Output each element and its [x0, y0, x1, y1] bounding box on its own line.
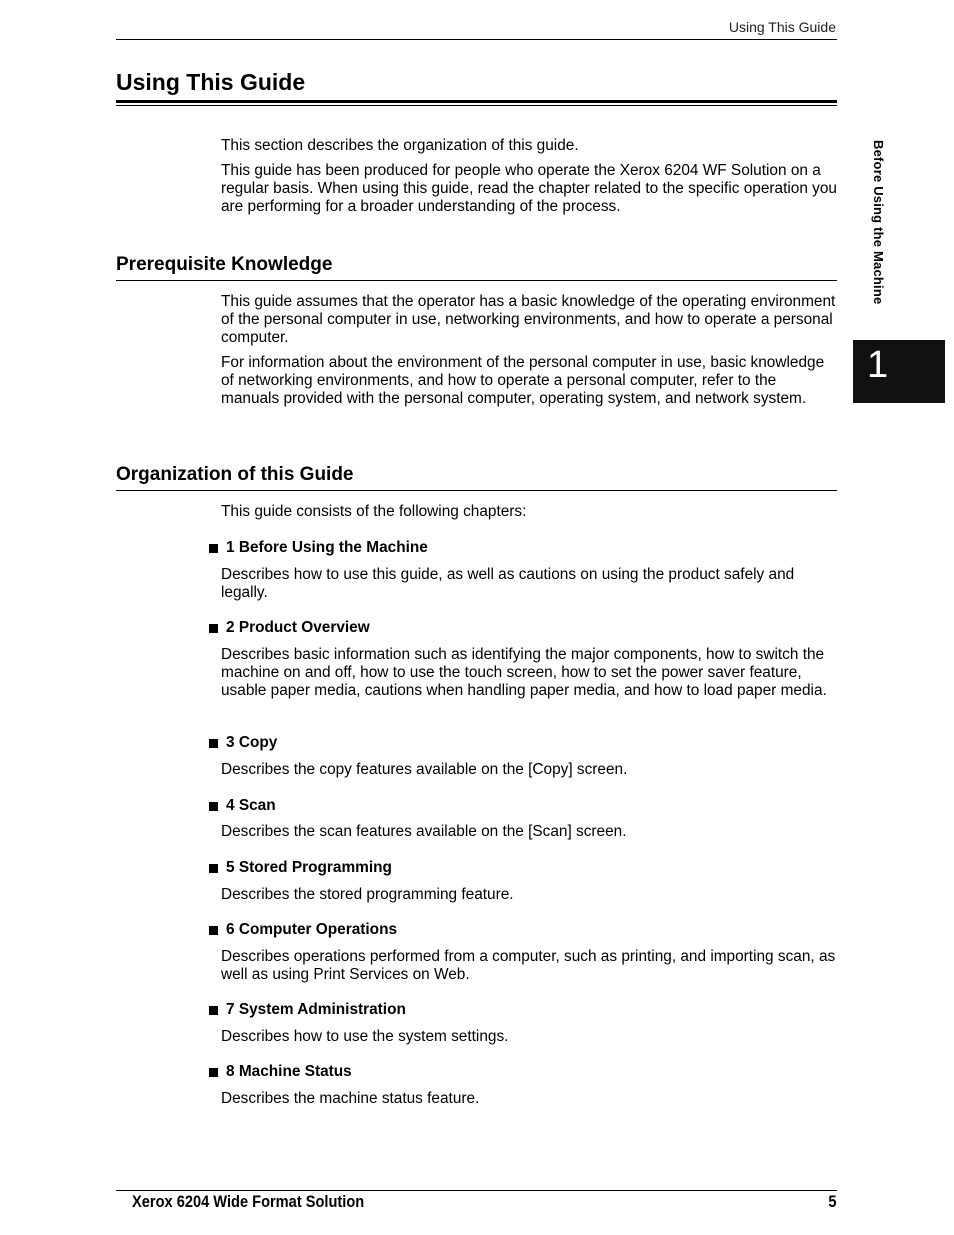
chapter-description: Describes how to use this guide, as well as cautions on using the product safely and legally.: [221, 566, 795, 601]
chapter-description: Describes the scan features available on the [Scan] screen.: [221, 823, 627, 840]
prerequisite-heading: Prerequisite Knowledge: [116, 254, 333, 275]
prerequisite-paragraph-2: For information about the environment of the personal computer in use, basic knowledge of networking environments, and how to operate a personal computer, refer to the manuals provided with the personal computer, operating system, and network system.: [221, 354, 825, 407]
chapter-heading-text: 5 Stored Programming: [226, 859, 392, 876]
running-header: Using This Guide: [728, 19, 836, 35]
side-tab-label: Before Using the Machine: [871, 140, 886, 305]
chapter-heading: [209, 1001, 406, 1019]
prerequisite-paragraph-1: This guide assumes that the operator has a basic knowledge of the operating environment of the personal computer in use, networking environments, and how to operate a personal computer.: [221, 293, 836, 346]
chapter-heading-text: 3 Copy: [226, 734, 278, 751]
chapter-heading: [209, 859, 392, 877]
square-bullet-icon: [209, 1006, 218, 1015]
chapter-description: Describes basic information such as identifying the major components, how to switch the machine on and off, how to use the touch screen, how to set the power saver feature, usable paper media, cautions when handling paper media, and how to load paper media.: [221, 646, 827, 699]
prerequisite-rule: [116, 280, 837, 281]
chapter-heading: [209, 539, 428, 557]
intro-paragraph-1: This section describes the organization of this guide.: [221, 137, 579, 154]
page-title: Using This Guide: [116, 69, 306, 95]
chapter-heading-text: 7 System Administration: [226, 1001, 406, 1018]
chapter-tab: [853, 340, 945, 403]
square-bullet-icon: [209, 544, 218, 553]
footer-product: Xerox 6204 Wide Format Solution: [132, 1192, 365, 1211]
square-bullet-icon: [209, 624, 218, 633]
chapter-heading: [209, 734, 277, 752]
chapter-heading-text: 8 Machine Status: [226, 1063, 352, 1080]
chapter-heading-text: 2 Product Overview: [226, 619, 370, 636]
chapter-heading-text: 1 Before Using the Machine: [226, 539, 428, 556]
chapter-heading: [209, 619, 370, 637]
square-bullet-icon: [209, 864, 218, 873]
chapter-description: Describes how to use the system settings.: [221, 1028, 509, 1045]
title-rule-thick: [116, 100, 837, 103]
chapter-description: Describes operations performed from a computer, such as printing, and importing scan, as well as using Print Services on Web.: [221, 948, 836, 983]
organization-heading: Organization of this Guide: [116, 464, 354, 485]
chapter-heading: [209, 921, 397, 939]
square-bullet-icon: [209, 926, 218, 935]
chapter-heading-text: 4 Scan: [226, 797, 276, 814]
square-bullet-icon: [209, 739, 218, 748]
chapter-description: Describes the copy features available on the [Copy] screen.: [221, 761, 628, 778]
organization-rule: [116, 490, 837, 491]
square-bullet-icon: [209, 802, 218, 811]
square-bullet-icon: [209, 1068, 218, 1077]
footer-page-number: 5: [827, 1192, 836, 1211]
chapter-tab-number: 1: [867, 344, 889, 386]
chapter-description: Describes the stored programming feature.: [221, 886, 514, 903]
header-rule: [116, 39, 837, 40]
footer-rule: [116, 1190, 837, 1191]
chapter-description: Describes the machine status feature.: [221, 1090, 480, 1107]
chapter-heading: [209, 797, 276, 815]
intro-paragraph-2: This guide has been produced for people who operate the Xerox 6204 WF Solution on a regular basis. When using this guide, read the chapter related to the specific operation you are performing for a broader understanding of the process.: [221, 162, 837, 215]
chapter-heading: [209, 1063, 352, 1081]
title-rule-thin: [116, 105, 837, 106]
chapter-heading-text: 6 Computer Operations: [226, 921, 398, 938]
organization-intro: This guide consists of the following chapters:: [221, 503, 527, 520]
